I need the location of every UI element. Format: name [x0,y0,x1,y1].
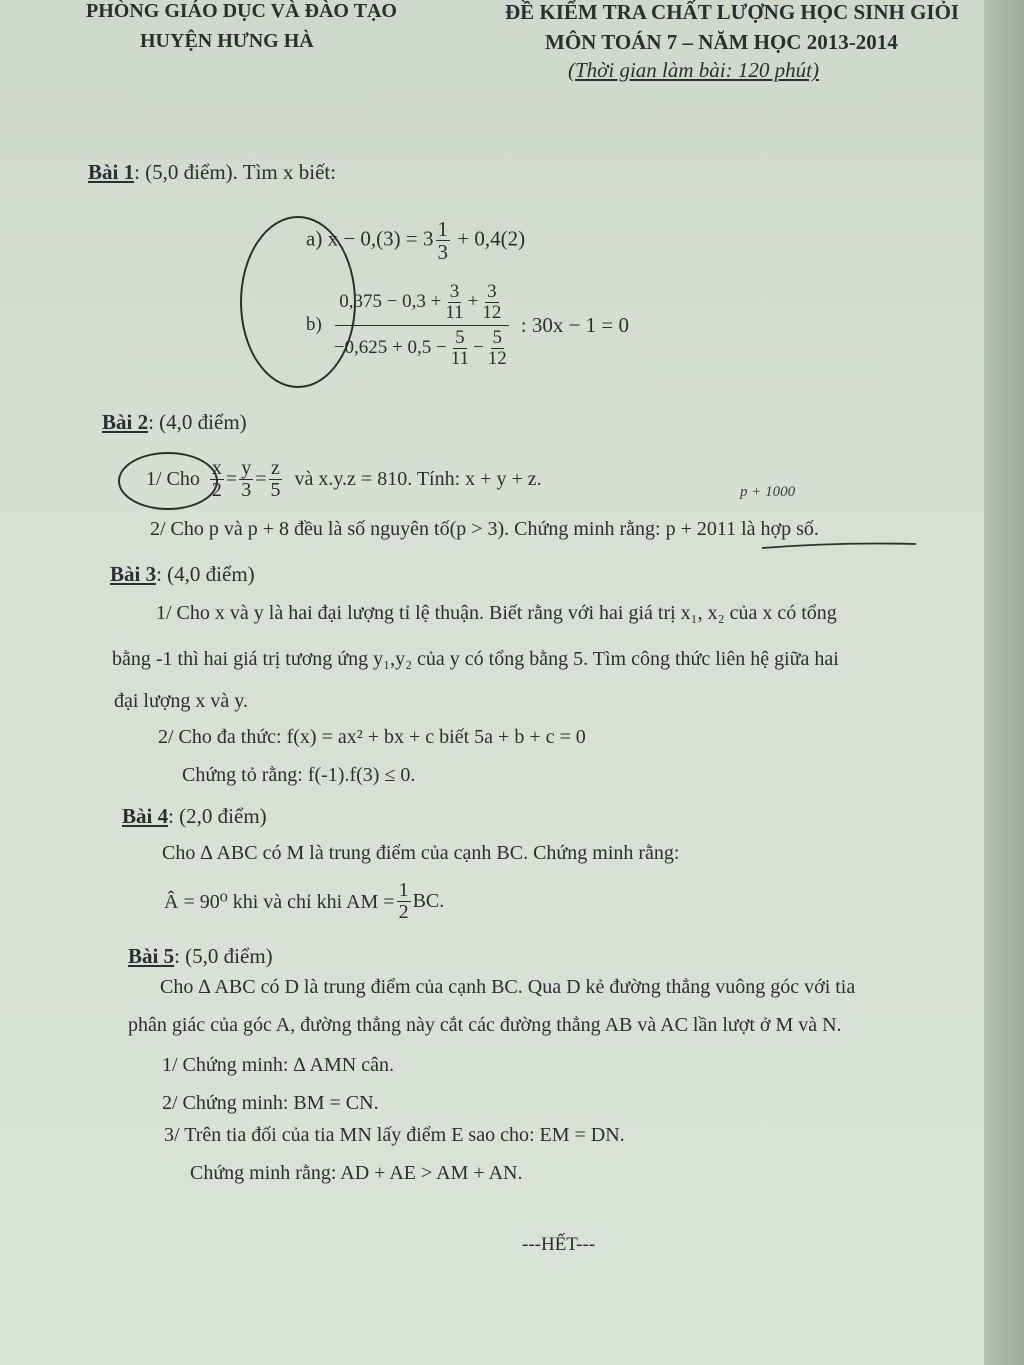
exam-title: ĐỀ KIỂM TRA CHẤT LƯỢNG HỌC SINH GIỎI [505,0,960,24]
b-bot-text: −0,625 + 0,5 − [333,336,447,358]
frac-den: 3 [437,240,449,265]
exam-duration: (Thời gian làm bài: 120 phút) [568,58,819,82]
frac-num: z [271,457,280,479]
frac-num: 5 [492,326,502,348]
bai5-heading-text: : (5,0 điểm) [174,944,273,968]
bai2-label: Bài 2 [102,410,149,434]
paper-edge [984,0,1024,1365]
handwritten-underline [760,538,920,552]
frac-den: 12 [482,301,502,323]
bai4-line2-left: Â = 90⁰ khi và chỉ khi AM = [164,891,395,913]
bai2-heading [102,410,247,435]
bai1-a-left: x − 0,(3) = 3 [327,226,434,251]
frac-den: 12 [487,347,507,369]
frac-num: 1 [398,879,409,901]
bai3-p1-line1: 1/ Cho x và y là hai đại lượng tỉ lệ thuận. Biết rằng với hai giá trị x₁, x₂ của x có tổng [156,602,837,624]
bai1-b-denominator: −0,625 + 0,5 − $\frac{5}{11}$ − $\frac{5}{12}$ [333,326,507,369]
frac-num: y [241,457,252,479]
bai4-line1: Cho ∆ ABC có M là trung điểm của cạnh BC. Chứng minh rằng: [162,842,680,864]
header-district: HUYỆN HƯNG HÀ [140,30,314,52]
bai1-a-prefix: a) [306,226,323,251]
frac-num: 5 [455,326,465,348]
bai3-heading [110,562,255,587]
bai4-heading [122,804,267,829]
bai1-a-right: + 0,4(2) [457,226,526,251]
frac-den: 2 [398,901,409,923]
bai4-line2 [164,880,444,923]
bai5-line1: Cho ∆ ABC có D là trung điểm của cạnh BC. Qua D kẻ đường thẳng vuông góc với tia [160,976,856,998]
bai4-line2-right: BC. [412,890,445,912]
bai5-q1: 1/ Chứng minh: ∆ AMN cân. [162,1054,394,1076]
frac-num: 3 [449,281,460,302]
bai5-q2: 2/ Chứng minh: BM = CN. [162,1092,379,1114]
bai1-b-bigfrac [330,282,515,369]
header-office: PHÒNG GIÁO DỤC VÀ ĐÀO TẠO [86,0,397,22]
bai3-p2-line1: 2/ Cho đa thức: f(x) = ax² + bx + c biết 5a + b + c = 0 [158,726,586,748]
frac-den: 2 [211,479,222,501]
bai1-heading-text: : (5,0 điểm). Tìm x biết: [134,160,337,184]
frac-num: x [211,457,222,479]
bai3-p1-line3: đại lượng x và y. [114,690,248,712]
frac-den: 3 [241,479,252,501]
bai1-b-numerator: 0,375 − 0,3 + $\frac{3}{11}$ + $\frac{3}{12}$ [335,282,509,326]
bai4-heading-text: : (2,0 điểm) [168,804,267,828]
frac-num: 1 [437,217,449,241]
bai4-label: Bài 4 [122,804,169,828]
exam-subject: MÔN TOÁN 7 – NĂM HỌC 2013-2014 [545,30,898,54]
bai3-p2-line2: Chứng tỏ rằng: f(-1).f(3) ≤ 0. [182,764,416,786]
end-marker: ---HẾT--- [522,1234,596,1255]
bai2-p1-prefix: 1/ Cho [146,468,200,490]
frac-den: 11 [450,347,470,369]
bai1-b-prefix: b) [306,314,322,336]
bai5-q3: 3/ Trên tia đối của tia MN lấy điểm E sao cho: EM = DN. [164,1124,625,1146]
bai5-label: Bài 5 [128,944,175,968]
bai1-heading [88,160,336,185]
bai1-part-b [306,282,629,369]
bai1-part-a [306,218,525,263]
bai2-p1-rest: và x.y.z = 810. Tính: x + y + z. [294,468,542,490]
frac-den: 11 [445,301,464,323]
bai2-heading-text: : (4,0 điểm) [148,410,247,434]
bai1-label: Bài 1 [88,160,135,184]
bai5-line2: phân giác của góc A, đường thẳng này cắt các đường thẳng AB và AC lần lượt ở M và N. [128,1014,842,1036]
bai5-q3b: Chứng minh rằng: AD + AE > AM + AN. [190,1162,523,1184]
frac-den: 5 [270,479,281,501]
bai1-b-tail: : 30x − 1 = 0 [520,312,630,337]
bai3-heading-text: : (4,0 điểm) [156,562,255,586]
b-top-text: 0,375 − 0,3 + [339,290,442,312]
bai2-part-1: 1/ Cho $\frac{x}{2}$ = $\frac{y}{3}$ = $\frac{z}{5}$ và x.y.z = 810. Tính: x + y + z. [146,457,542,501]
bai5-heading [128,944,273,969]
handwritten-note: p + 1000 [740,484,796,500]
bai2-part-2: 2/ Cho p và p + 8 đều là số nguyên tố(p > 3). Chứng minh rằng: p + 2011 là hợp số. [150,518,819,540]
bai3-label: Bài 3 [110,562,157,586]
bai3-p1-line2: bằng -1 thì hai giá trị tương ứng y₁,y₂ của y có tổng bằng 5. Tìm công thức liên hệ giữa hai [112,648,839,670]
frac-num: 3 [487,281,497,302]
bai1-a-frac [436,218,451,263]
